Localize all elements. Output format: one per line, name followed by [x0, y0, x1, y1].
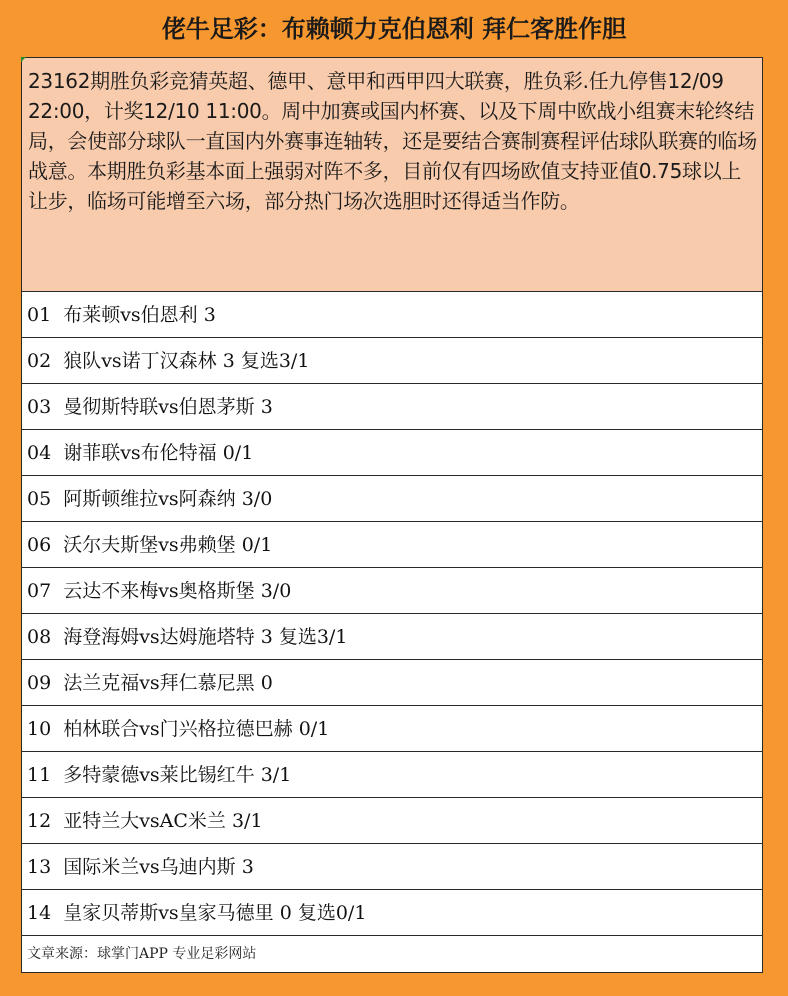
match-row [22, 660, 762, 706]
match-row [22, 752, 762, 798]
match-text: 法兰克福vs拜仁慕尼黑 0 [63, 672, 273, 694]
match-row [22, 890, 762, 936]
match-text: 国际米兰vs乌迪内斯 3 [63, 856, 254, 878]
match-row [22, 798, 762, 844]
corner-marker [21, 57, 26, 62]
match-row [22, 522, 762, 568]
match-text: 皇家贝蒂斯vs皇家马德里 0 复选0/1 [63, 902, 367, 924]
match-row [22, 430, 762, 476]
match-list [22, 292, 762, 936]
source-credit: 文章来源：球掌门APP 专业足彩网站 [27, 946, 257, 962]
match-row [22, 338, 762, 384]
match-row [22, 844, 762, 890]
match-number: 04 [27, 442, 52, 464]
match-text: 曼彻斯特联vs伯恩茅斯 3 [63, 396, 273, 418]
match-text: 谢菲联vs布伦特福 0/1 [63, 442, 254, 464]
match-number: 13 [27, 856, 52, 878]
match-number: 12 [27, 810, 52, 832]
match-text: 多特蒙德vs莱比锡红牛 3/1 [63, 764, 292, 786]
match-text: 海登海姆vs达姆施塔特 3 复选3/1 [63, 626, 348, 648]
match-row [22, 476, 762, 522]
match-number: 06 [27, 534, 52, 556]
match-row [22, 292, 762, 338]
match-row [22, 568, 762, 614]
match-number: 01 [27, 304, 52, 326]
match-text: 阿斯顿维拉vs阿森纳 3/0 [63, 488, 273, 510]
match-text: 云达不来梅vs奥格斯堡 3/0 [63, 580, 292, 602]
match-number: 07 [27, 580, 52, 602]
match-number: 03 [27, 396, 52, 418]
match-text: 狼队vs诺丁汉森林 3 复选3/1 [63, 350, 310, 372]
content-frame [21, 57, 763, 973]
match-text: 沃尔夫斯堡vs弗赖堡 0/1 [63, 534, 273, 556]
match-row [22, 706, 762, 752]
match-number: 02 [27, 350, 52, 372]
match-text: 布莱顿vs伯恩利 3 [63, 304, 216, 326]
match-number: 09 [27, 672, 52, 694]
match-number: 05 [27, 488, 52, 510]
match-text: 亚特兰大vsAC米兰 3/1 [63, 810, 263, 832]
match-number: 11 [27, 764, 52, 786]
match-number: 14 [27, 902, 52, 924]
match-number: 10 [27, 718, 52, 740]
page-title: 佬牛足彩：布赖顿力克伯恩利 拜仁客胜作胆 [161, 15, 627, 43]
match-text: 柏林联合vs门兴格拉德巴赫 0/1 [63, 718, 330, 740]
match-number: 08 [27, 626, 52, 648]
match-row [22, 614, 762, 660]
intro-paragraph: 23162期胜负彩竞猜英超、德甲、意甲和西甲四大联赛，胜负彩.任九停售12/09 22:00，计奖12/10 11:00。周中加赛或国内杯赛、以及下周中欧战小组赛末轮终结局，会使部分球队一直国内外赛事连轴转，还是要结合赛制赛程评估球队联赛的临场战意。本期胜负彩基本面上强弱对阵不多，目前仅有四场欧值支持亚值0.75球以上让步，临场可能增至六场，部分热门场次选胆时还得适当作防。 [22, 58, 762, 292]
match-row [22, 384, 762, 430]
